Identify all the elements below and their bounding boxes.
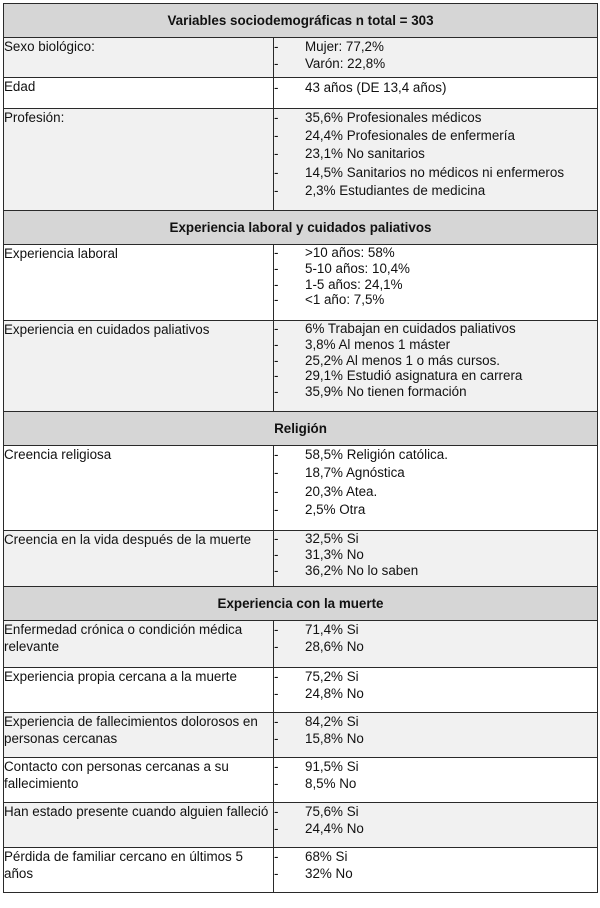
list-item: - 24,8% No [274,685,597,702]
row-label: Experiencia laboral [4,245,274,321]
table-row [4,668,598,713]
row-label: Sexo biológico: [4,38,274,78]
row-values [274,78,598,109]
list-item: - 5-10 años: 10,4% [274,261,597,277]
section-header-row [4,4,598,38]
list-item: - 68% Si [274,848,597,865]
row-label: Enfermedad crónica o condición médica relevante [4,621,274,668]
list-item: - 23,1% No sanitarios [274,145,597,163]
list-item: - 75,2% Si [274,668,597,685]
row-label: Creencia en la vida después de la muerte [4,531,274,587]
table-row [4,713,598,758]
row-values [274,848,598,893]
table-row [4,446,598,531]
list-item: - 32% No [274,865,597,882]
row-values [274,38,598,78]
list-item: - Mujer: 77,2% [274,38,597,55]
row-label: Experiencia de fallecimientos dolorosos en personas cercanas [4,713,274,758]
list-item: - 2,3% Estudiantes de medicina [274,182,597,200]
table-row [4,321,598,412]
row-values [274,531,598,587]
row-values [274,321,598,412]
list-item: - 3,8% Al menos 1 máster [274,337,597,353]
list-item: - >10 años: 58% [274,245,597,261]
list-item: - <1 año: 7,5% [274,292,597,308]
list-item: - 25,2% Al menos 1 o más cursos. [274,353,597,369]
list-item: - Varón: 22,8% [274,55,597,72]
row-values [274,803,598,848]
table-row [4,78,598,109]
row-label: Han estado presente cuando alguien falleció [4,803,274,848]
table-row [4,245,598,321]
list-item: - 35,9% No tienen formación [274,384,597,400]
row-label: Creencia religiosa [4,446,274,531]
list-item: - 84,2% Si [274,713,597,730]
section-header-row [4,587,598,621]
list-item: - 20,3% Atea. [274,483,597,501]
list-item: - 2,5% Otra [274,501,597,519]
table-row [4,531,598,587]
list-item: - 28,6% No [274,638,597,655]
section-header-row [4,412,598,446]
row-label: Edad [4,78,274,109]
row-label: Profesión: [4,109,274,211]
row-values [274,713,598,758]
list-item: - 71,4% Si [274,621,597,638]
table-row [4,758,598,803]
row-values [274,621,598,668]
table-row [4,109,598,211]
list-item: - 8,5% No [274,775,597,792]
row-label: Experiencia propia cercana a la muerte [4,668,274,713]
section-title: Religión [4,412,598,446]
row-label: Pérdida de familiar cercano en últimos 5 años [4,848,274,893]
table-row [4,803,598,848]
row-values [274,245,598,321]
section-title: Variables sociodemográficas n total = 303 [4,4,598,38]
row-values [274,758,598,803]
list-item: - 43 años (DE 13,4 años) [274,79,597,96]
list-item: - 24,4% No [274,820,597,837]
list-item: - 32,5% Si [274,531,597,547]
list-item: - 58,5% Religión católica. [274,446,597,464]
row-label: Contacto con personas cercanas a su fallecimiento [4,758,274,803]
list-item: - 35,6% Profesionales médicos [274,109,597,127]
row-values [274,668,598,713]
list-item: - 15,8% No [274,730,597,747]
list-item: - 91,5% Si [274,758,597,775]
section-title: Experiencia laboral y cuidados paliativos [4,211,598,245]
table-row [4,848,598,893]
list-item: - 29,1% Estudió asignatura en carrera [274,368,597,384]
list-item: - 14,5% Sanitarios no médicos ni enfermeros [274,164,597,182]
list-item: - 18,7% Agnóstica [274,464,597,482]
list-item: - 1-5 años: 24,1% [274,277,597,293]
list-item: - 75,6% Si [274,803,597,820]
row-values [274,446,598,531]
section-header-row [4,211,598,245]
row-label: Experiencia en cuidados paliativos [4,321,274,412]
list-item: - 31,3% No [274,547,597,563]
table-row [4,38,598,78]
table-row [4,621,598,668]
row-values [274,109,598,211]
sociodemographic-table [3,3,598,893]
list-item: - 36,2% No lo saben [274,563,597,579]
section-title: Experiencia con la muerte [4,587,598,621]
list-item: - 24,4% Profesionales de enfermería [274,127,597,145]
list-item: - 6% Trabajan en cuidados paliativos [274,321,597,337]
